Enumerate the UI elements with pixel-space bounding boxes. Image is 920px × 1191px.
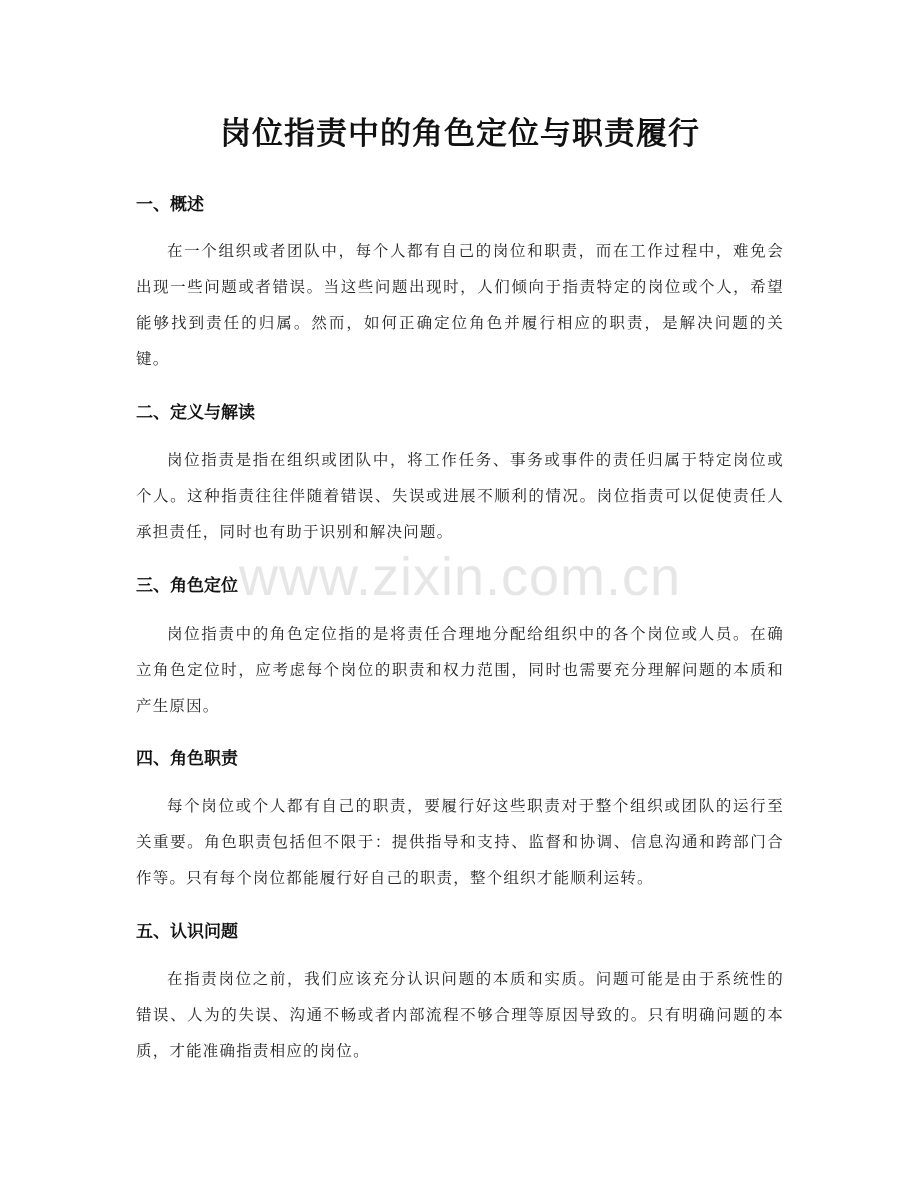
section-paragraph-role-duties: 每个岗位或个人都有自己的职责，要履行好这些职责对于整个组织或团队的运行至关重要。角色职责包括但不限于：提供指导和支持、监督和协调、信息沟通和跨部门合作等。只有每个岗位都能履行好自己的职责，整个组织才能顺利运转。: [136, 797, 784, 887]
section-paragraph-overview: 在一个组织或者团队中，每个人都有自己的岗位和职责，而在工作过程中，难免会出现一些问题或者错误。当这些问题出现时，人们倾向于指责特定的岗位或个人，希望能够找到责任的归属。然而，如何正确定位角色并履行相应的职责，是解决问题的关键。: [136, 242, 784, 368]
section-heading-role-positioning: 三、角色定位: [136, 576, 238, 596]
section-paragraph-definition: 岗位指责是指在组织或团队中，将工作任务、事务或事件的责任归属于特定岗位或个人。这种指责往往伴随着错误、失误或进展不顺利的情况。岗位指责可以促使责任人承担责任，同时也有助于识别和解决问题。: [136, 451, 784, 541]
section-heading-definition: 二、定义与解读: [136, 403, 255, 423]
section-heading-overview: 一、概述: [136, 195, 204, 215]
document-title: 岗位指责中的角色定位与职责履行: [220, 116, 700, 152]
watermark-text: www.zixin.com.cn: [238, 547, 682, 607]
section-heading-understanding-problems: 五、认识问题: [136, 922, 238, 942]
section-paragraph-understanding-problems: 在指责岗位之前，我们应该充分认识问题的本质和实质。问题可能是由于系统性的错误、人为的失误、沟通不畅或者内部流程不够合理等原因导致的。只有明确问题的本质，才能准确指责相应的岗位。: [136, 970, 784, 1060]
section-heading-role-duties: 四、角色职责: [136, 749, 238, 769]
section-paragraph-role-positioning: 岗位指责中的角色定位指的是将责任合理地分配给组织中的各个岗位或人员。在确立角色定位时，应考虑每个岗位的职责和权力范围，同时也需要充分理解问题的本质和产生原因。: [136, 625, 784, 715]
